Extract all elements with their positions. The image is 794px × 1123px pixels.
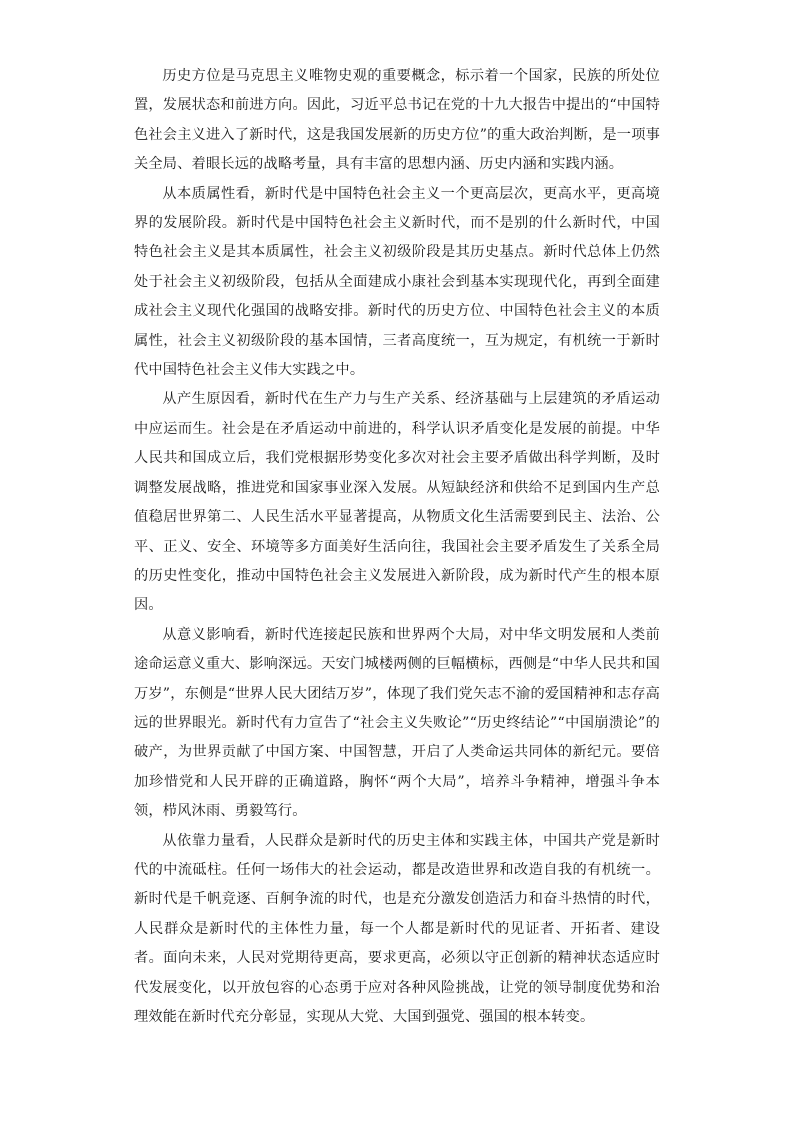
- paragraph-origin: 从产生原因看，新时代在生产力与生产关系、经济基础与上层建筑的矛盾运动中应运而生。社会是在矛盾运动中前进的，科学认识矛盾变化是发展的前提。中华人民共和国成立后，我们党根据形势变化多次对社会主要矛盾做出科学判断，及时调整发展战略，推进党和国家事业深入发展。从短缺经济和供给不足到国内生产总值稳居世界第二、人民生活水平显著提高，从物质文化生活需要到民主、法治、公平、正义、安全、环境等多方面美好生活向往，我国社会主要矛盾发生了关系全局的历史性变化，推动中国特色社会主义发展进入新阶段，成为新时代产生的根本原因。: [134, 391, 660, 614]
- paragraph-essential-attribute: 从本质属性看，新时代是中国特色社会主义一个更高层次，更高水平，更高境界的发展阶段。新时代是中国特色社会主义新时代，而不是别的什么新时代，中国特色社会主义是其本质属性，社会主义初级阶段是其历史基点。新时代总体上仍然处于社会主义初级阶段，包括从全面建成小康社会到基本实现现代化，再到全面建成社会主义现代化强国的战略安排。新时代的历史方位、中国特色社会主义的本质属性，社会主义初级阶段的基本国情，三者高度统一，互为规定，有机统一于新时代中国特色社会主义伟大实践之中。: [134, 185, 660, 379]
- paragraph-driving-force: 从依靠力量看，人民群众是新时代的历史主体和实践主体，中国共产党是新时代的中流砥柱。任何一场伟大的社会运动，都是改造世界和改造自我的有机统一。新时代是千帆竞逐、百舸争流的时代，也是充分激发创造活力和奋斗热情的时代，人民群众是新时代的主体性力量，每一个人都是新时代的见证者、开拓者、建设者。面向未来，人民对党期待更高，要求更高，必须以守正创新的精神状态适应时代发展变化，以开放包容的心态勇于应对各种风险挑战，让党的领导制度优势和治理效能在新时代充分彰显，实现从大党、大国到强党、强国的根本转变。: [134, 832, 660, 1025]
- document-body: [134, 62, 660, 1032]
- paragraph-historical-position: 历史方位是马克思主义唯物史观的重要概念，标示着一个国家，民族的所处位置，发展状态和前进方向。因此，习近平总书记在党的十九大报告中提出的“中国特色社会主义进入了新时代，这是我国发展新的历史方位”的重大政治判断，是一项事关全局、着眼长远的战略考量，具有丰富的思想内涵、历史内涵和实践内涵。: [134, 68, 660, 173]
- paragraph-significance: 从意义影响看，新时代连接起民族和世界两个大局，对中华文明发展和人类前途命运意义重大、影响深远。天安门城楼两侧的巨幅横标，西侧是“中华人民共和国万岁”，东侧是“世界人民大团结万岁”，体现了我们党矢志不渝的爱国精神和志存高远的世界眼光。新时代有力宣告了“社会主义失败论”“历史终结论”“中国崩溃论”的破产，为世界贡献了中国方案、中国智慧，开启了人类命运共同体的新纪元。要倍加珍惜党和人民开辟的正确道路，胸怀“两个大局”，培养斗争精神，增强斗争本领，栉风沐雨、勇毅笃行。: [134, 626, 660, 820]
